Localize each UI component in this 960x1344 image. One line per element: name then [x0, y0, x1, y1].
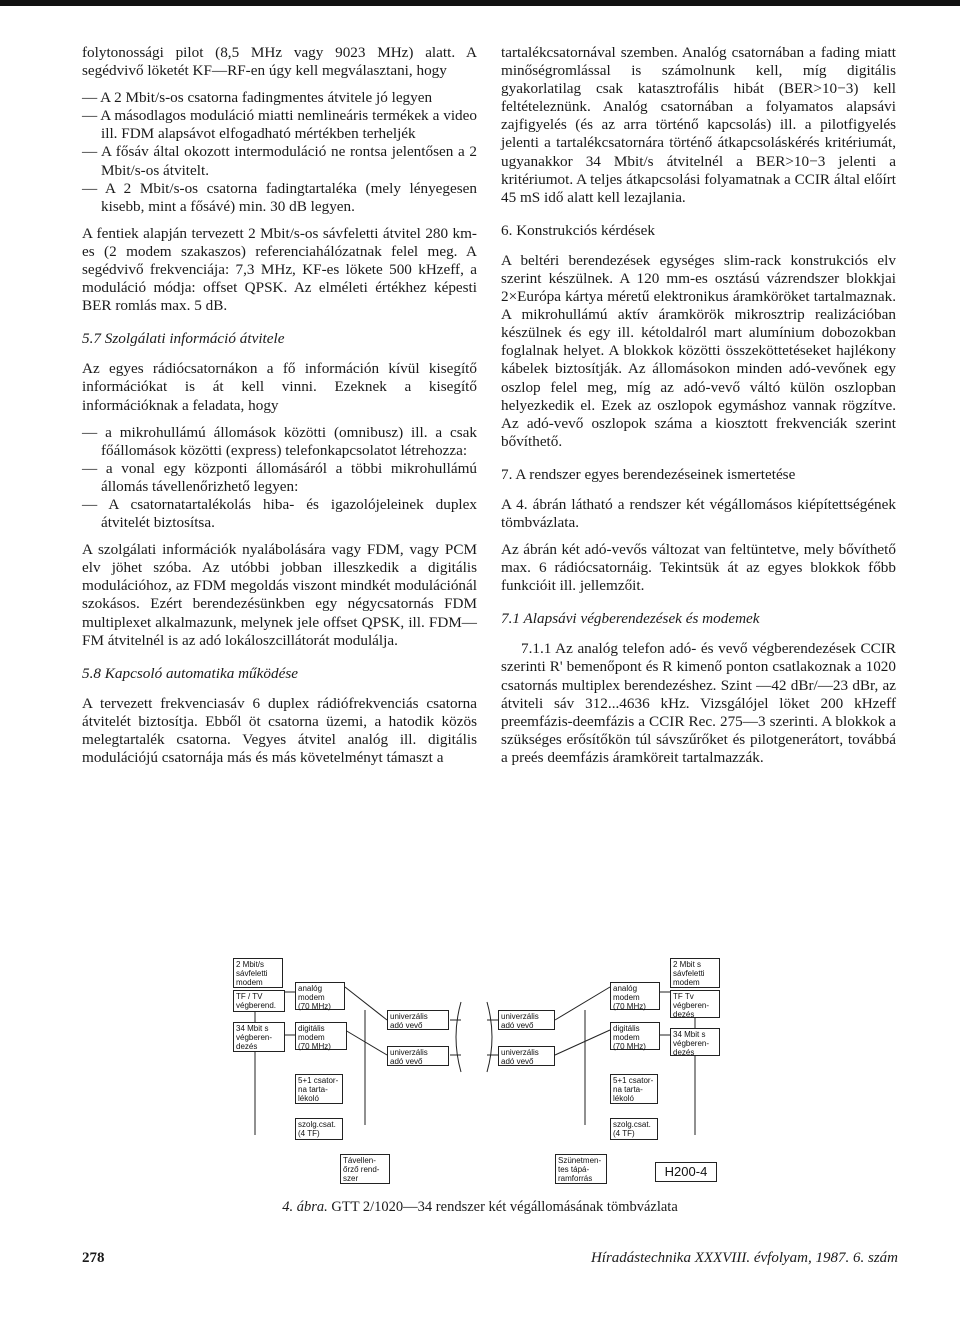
sideband-modem-left: 2 Mbit/s sávfeletti modem — [233, 958, 283, 988]
tf-tv-terminal-left: TF / TV végberend. — [233, 990, 285, 1012]
paragraph: Az ábrán két adó-vevős változat van feltüntetve, mely bővíthető max. 6 rádiócsatornáig. Tekintsük át az egyes blokkok főbb funkcióit ill. jellemzőit. — [501, 541, 896, 595]
digital-terminal-34-right: 34 Mbit s végberen- dezés — [670, 1028, 720, 1056]
universal-transceiver-left-2: univerzális adó vevő — [387, 1046, 449, 1066]
paragraph: A beltéri berendezések egységes slim-rack konstrukciós elv szerint készülnek. A 120 mm-es osztású vázrendszer blokkjai 2×Európa kártya méretű elektronikus áramköröket tartalmaznak. A mikrohullámú aktív áramkörök mikrosztrip realizációban készülnek és egy ill. kétoldalról mart alumínium dobozokban foglalnak helyet. A blokkok közötti összeköttetéseket hajlékony kábelek biztosítják. Az állomásokon minden adó-vevőnek egy oszlop felel meg, míg az adó-vevő váltó külön oszlopban helyezkedik el. Ezek az oszlopok egymáshoz vannak rögzítve. Az adó-vevő oszlopok száma a kiosztott frekvenciák szerint bővíthető. — [501, 251, 896, 450]
paragraph: A szolgálati információk nyalábolására vagy FDM, vagy PCM elv jöhet szóba. Az utóbbi jobban illeszkedik a digitális modulációhoz, az FDM megoldás viszont mindkét modulációnál szokásos. Ezért berendezésünkben egy négycsatornás FDM multiplexet alkalmazunk, melynek jele offset QPSK, ill. FDM—FM átvitelnél is az adó lokáloszcillátorát modulálja. — [82, 541, 477, 649]
right-column — [501, 44, 896, 776]
list-item: — A 2 Mbit/s-os csatorna fadingmentes átvitele jó legyen — [82, 89, 433, 107]
channel-protection-right: 5+1 csator- na tarta- lékoló — [610, 1074, 658, 1104]
section-heading-5-7: 5.7 Szolgálati információ átvitele — [82, 330, 285, 348]
analog-modem-left: analóg modem (70 MHz) — [295, 982, 345, 1010]
paragraph: A tervezett frekvenciasáv 6 duplex rádiófrekvenciás csatorna átvitelét biztosítja. Ebből öt csatorna üzemi, a hatodik közös melegtartalék csatorna. Vegyes átvitel analóg ill. digitális modulációjú csatornája más és más követelményt támaszt a — [82, 694, 477, 766]
tf-tv-terminal-right: TF Tv végberen- dezés — [670, 990, 720, 1018]
list-item: — a mikrohullámú állomások közötti (omnibusz) ill. a csak főállomások közötti (express) telefonkapcsolatot létrehozza: — [82, 423, 477, 459]
service-channel-right: szolg.csat. (4 TF) — [610, 1118, 658, 1140]
list-item: — A másodlagos moduláció miatti nemlineáris termékek a video ill. FDM alapsávot elfogadható mértékben terheljék — [82, 107, 477, 143]
section-heading-7-1: 7.1 Alapsávi végberendezések és modemek — [501, 610, 760, 628]
block-diagram — [225, 950, 725, 1190]
list-item: — A csatornatartalékolás hiba- és igazolójeleinek duplex átvitelét biztosítsa. — [82, 495, 477, 532]
digital-modem-left: digitális modem (70 MHz) — [295, 1022, 347, 1050]
paragraph: folytonossági pilot (8,5 MHz vagy 9023 MHz) alatt. A segédvivő löketét KF—RF-en úgy kell megválasztani, hogy — [82, 44, 477, 80]
uninterruptible-power-supply: Szünetmen- tes tápá- ramforrás — [555, 1154, 607, 1184]
figure-caption-text: GTT 2/1020—34 rendszer két végállomásának tömbvázlata — [327, 1199, 678, 1215]
universal-transceiver-right-1: univerzális adó vevő — [498, 1010, 555, 1030]
section-heading-6: 6. Konstrukciós kérdések — [501, 221, 655, 239]
universal-transceiver-left-1: univerzális adó vevő — [387, 1010, 449, 1030]
digital-modem-right: digitális modem (70 MHz) — [610, 1022, 660, 1050]
list-item: — A fősáv által okozott intermoduláció ne rontsa jelentősen a 2 Mbit/s-os átvitelt. — [82, 143, 477, 179]
journal-reference: Híradástechnika XXXVIII. évfolyam, 1987. 6. szám — [590, 1250, 898, 1266]
left-column — [82, 44, 477, 776]
digital-terminal-34-left: 34 Mbit s végberen- dezés — [233, 1022, 285, 1052]
page-number: 278 — [82, 1250, 105, 1266]
analog-modem-right: analóg modem (70 MHz) — [610, 982, 660, 1010]
figure-number: 4. ábra. — [282, 1199, 328, 1215]
list-item: — A 2 Mbit/s-os csatorna fadingtartaléka (mely lényegesen kisebb, mint a fősávé) min. 30 dB legyen. — [82, 179, 477, 215]
section-heading-7: 7. A rendszer egyes berendezéseinek ismertetése — [501, 465, 796, 483]
section-heading-5-8: 5.8 Kapcsoló automatika működése — [82, 664, 298, 682]
paragraph: A fentiek alapján tervezett 2 Mbit/s-os sávfeletti átvitel 280 km-es (2 modem szakaszos) referenciahálózatnak felel meg. A segédvivő frekvenciája: 7,3 MHz, KF-es lökete 500 kHzeff, a moduláció módja: offset QPSK. Az elméleti értékhez képesti BER romlás max. 5 dB. — [82, 224, 477, 315]
universal-transceiver-right-2: univerzális adó vevő — [498, 1046, 555, 1066]
remote-monitoring-system: Távellen- őrző rend- szer — [340, 1154, 390, 1184]
figure-caption — [250, 1199, 710, 1216]
paragraph: A 4. ábrán látható a rendszer két végállomásos kiépítettségének tömbvázlata. — [501, 495, 896, 531]
figure-tag: H200-4 — [655, 1162, 717, 1182]
paragraph: tartalékcsatornával szemben. Analóg csatornában a fading miatt minőségromlással is számolnunk kell, míg digitális gyakorlatilag csak katasztrofális hibát (BER>10−3) kell feltételeznünk. Analóg csatornában a folyamatos alapsávi zajfigyelés (és az arra történő kapcsolás) ill. a pilotfigyelés jelenti a tartalékcsatornára történő átkapcsoláskérés kritériumát, ugyanakkor 34 Mbit/s átvitelnél a BER>10−3 jelenti a kritériumot. A teljes átkapcsolási folyamatnak a CCIR által előírt 45 mS idő alatt kell lezajlania. — [501, 44, 896, 206]
paragraph: 7.1.1 Az analóg telefon adó- és vevő végberendezések CCIR szerinti R' bemenőpont és R kimenő ponton csatlakoznak a 1020 csatornás multiplex berendezéshez. Szint —42 dBr/—23 dBr, az átviteli sáv 312...4636 kHz. Vizsgálójel löket 200 kHzeff preemfázis-deemfázis a CCIR Rec. 275—3 szerinti. A blokkok a szükséges erősítőkön túl sávszűrőket és pilotgenerátort, továbbá a preés deemfázis áramköreit tartalmazzák. — [501, 640, 896, 766]
channel-protection-left: 5+1 csator- na tarta- lékoló — [295, 1074, 343, 1104]
sideband-modem-right: 2 Mbit s sávfeletti modem — [670, 958, 720, 988]
service-channel-left: szolg.csat. (4 TF) — [295, 1118, 343, 1140]
paragraph: Az egyes rádiócsatornákon a fő információn kívül kisegítő információkat is át kell vinni. Ezeknek a kisegítő információknak a feladata, hogy — [82, 360, 477, 414]
list-item: — a vonal egy központi állomásáról a többi mikrohullámú állomás távellenőrizhető legyen: — [82, 459, 477, 495]
top-rule — [0, 0, 960, 6]
